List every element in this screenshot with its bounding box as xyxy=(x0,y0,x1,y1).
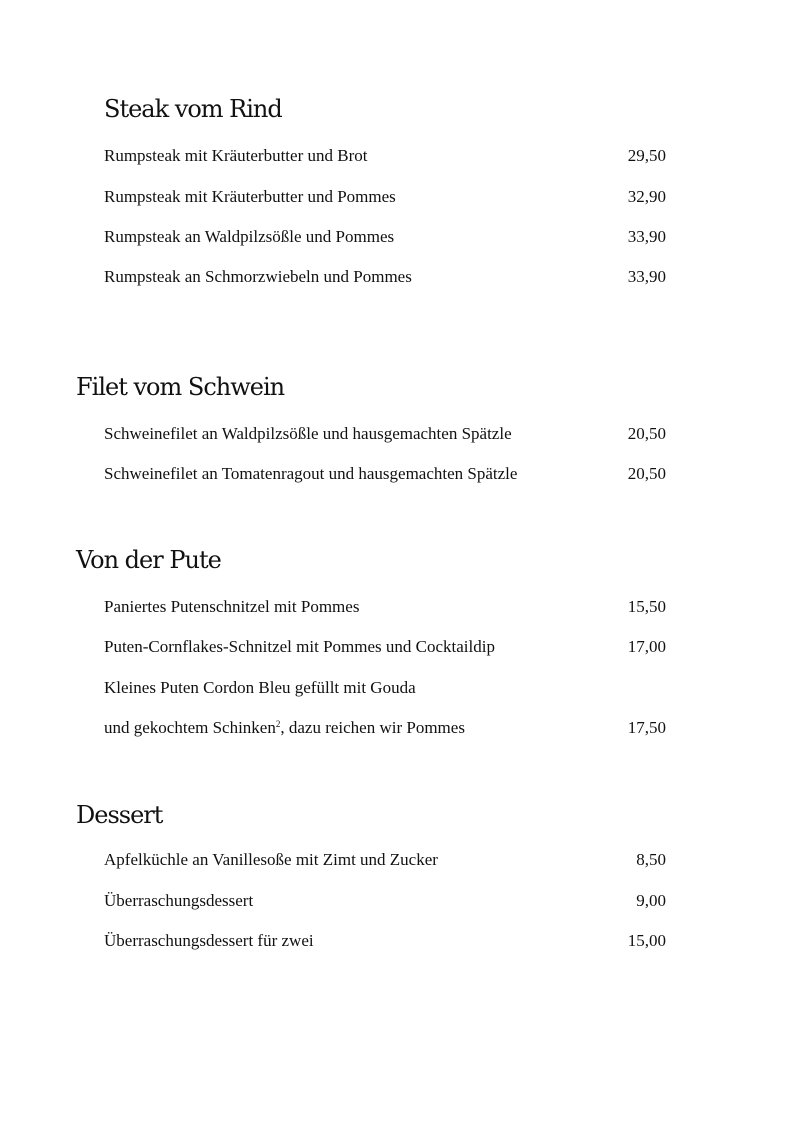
menu-item xyxy=(104,227,666,247)
section-title-steak: Steak vom Rind xyxy=(104,95,282,123)
menu-item xyxy=(104,597,666,617)
item-price: 9,00 xyxy=(636,891,666,910)
item-price: 8,50 xyxy=(636,850,666,869)
menu-item xyxy=(104,424,666,444)
menu-item xyxy=(104,931,666,951)
menu-item xyxy=(104,146,666,166)
menu-item xyxy=(104,267,666,287)
item-price: 33,90 xyxy=(627,267,666,286)
menu-item xyxy=(104,678,666,698)
item-price: 20,50 xyxy=(627,424,666,443)
section-title-pute: Von der Pute xyxy=(76,546,221,574)
item-name-line-2: und gekochtem Schinken$^2$, dazu reichen wir Pommes xyxy=(104,718,465,737)
item-name: Paniertes Putenschnitzel mit Pommes xyxy=(104,597,360,616)
menu-item xyxy=(104,718,666,738)
item-price: 15,00 xyxy=(627,931,666,950)
section-title-dessert: Dessert xyxy=(76,801,163,829)
item-name: Schweinefilet an Waldpilzsößle und hausgemachten Spätzle xyxy=(104,424,512,443)
item-name: Rumpsteak mit Kräuterbutter und Pommes xyxy=(104,187,396,206)
item-name: Überraschungsdessert xyxy=(104,891,254,910)
item-price: 20,50 xyxy=(627,464,666,483)
item-name-line-1: Kleines Puten Cordon Bleu gefüllt mit Gouda xyxy=(104,678,416,697)
item-name: Rumpsteak an Schmorzwiebeln und Pommes xyxy=(104,267,412,286)
item-name: Schweinefilet an Tomatenragout und hausgemachten Spätzle xyxy=(104,464,518,483)
section-title-schwein: Filet vom Schwein xyxy=(76,373,285,401)
item-price: 29,50 xyxy=(627,146,666,165)
item-name: Überraschungsdessert für zwei xyxy=(104,931,314,950)
item-price: 17,50 xyxy=(627,718,666,737)
item-price: 17,00 xyxy=(627,637,666,656)
item-price: 33,90 xyxy=(627,227,666,246)
menu-item xyxy=(104,464,666,484)
item-name: Apfelküchle an Vanillesoße mit Zimt und Zucker xyxy=(104,850,438,869)
item-name: Rumpsteak mit Kräuterbutter und Brot xyxy=(104,146,368,165)
item-name: Rumpsteak an Waldpilzsößle und Pommes xyxy=(104,227,395,246)
menu-item xyxy=(104,850,666,870)
menu-item xyxy=(104,637,666,657)
menu-item xyxy=(104,187,666,207)
item-price: 32,90 xyxy=(627,187,666,206)
item-name: Puten-Cornflakes-Schnitzel mit Pommes und Cocktaildip xyxy=(104,637,495,656)
item-price: 15,50 xyxy=(627,597,666,616)
footnote-marker: 2 xyxy=(275,719,281,729)
menu-item xyxy=(104,891,666,911)
